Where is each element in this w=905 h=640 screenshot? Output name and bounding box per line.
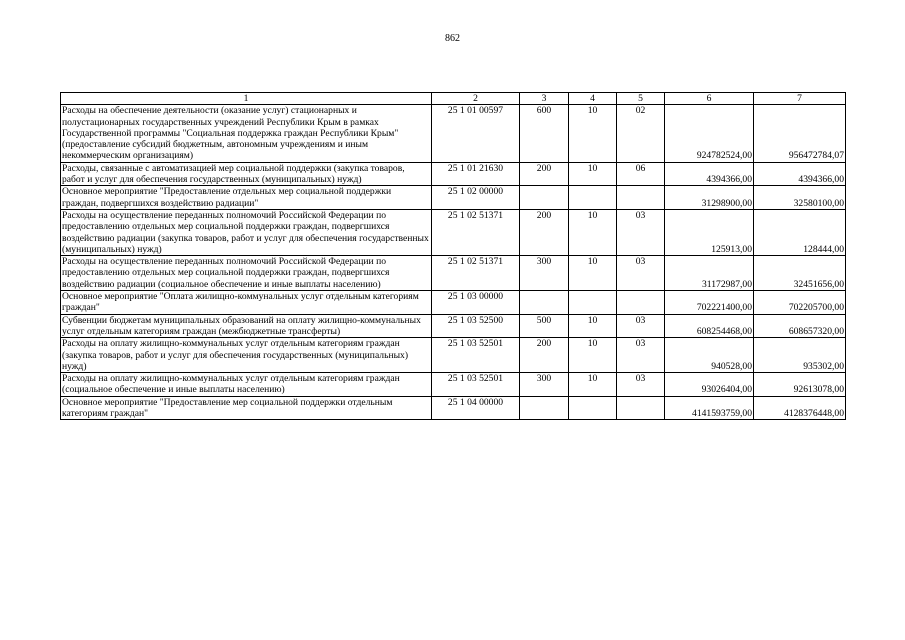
row-section: 10 — [569, 338, 617, 373]
row-description: Субвенции бюджетам муниципальных образований на оплату жилищно-коммунальных услуг отдельным категориям граждан (межбюджетные трансферты) — [61, 314, 432, 338]
table-row — [61, 291, 846, 315]
row-section — [569, 291, 617, 315]
row-code: 25 1 02 51371 — [432, 256, 520, 291]
row-amount-year2: 702205700,00 — [754, 291, 846, 315]
row-subsection: 03 — [617, 209, 665, 255]
row-amount-year1: 940528,00 — [665, 338, 754, 373]
row-code: 25 1 04 00000 — [432, 396, 520, 420]
row-expense-type: 200 — [520, 209, 569, 255]
row-expense-type: 600 — [520, 105, 569, 162]
table-row — [61, 162, 846, 186]
row-amount-year1: 31172987,00 — [665, 256, 754, 291]
row-expense-type: 200 — [520, 162, 569, 186]
header-cell: 7 — [754, 93, 846, 105]
row-description: Расходы на осуществление переданных полномочий Российской Федерации по предоставлению отдельных мер социальной поддержки граждан, подвергшихся воздействию радиации (закупка товаров, работ и услуг для обеспечения государственных (муниципальных) нужд) — [61, 209, 432, 255]
row-description: Расходы на оплату жилищно-коммунальных услуг отдельным категориям граждан (закупка товаров, работ и услуг для обеспечения государственных (муниципальных) нужд) — [61, 338, 432, 373]
row-expense-type: 500 — [520, 314, 569, 338]
table-row — [61, 373, 846, 397]
row-subsection: 06 — [617, 162, 665, 186]
row-code: 25 1 03 00000 — [432, 291, 520, 315]
table-row — [61, 338, 846, 373]
table-row — [61, 314, 846, 338]
row-description: Расходы на осуществление переданных полномочий Российской Федерации по предоставлению отдельных мер социальной поддержки граждан, подвергшихся воздействию радиации (социальное обеспечение и иные выплаты населению) — [61, 256, 432, 291]
header-cell: 1 — [61, 93, 432, 105]
row-amount-year1: 93026404,00 — [665, 373, 754, 397]
row-amount-year2: 32451656,00 — [754, 256, 846, 291]
table-row — [61, 396, 846, 420]
header-row — [61, 93, 846, 105]
row-code: 25 1 03 52500 — [432, 314, 520, 338]
row-description: Основное мероприятие "Предоставление отдельных мер социальной поддержки граждан, подвергшихся воздействию радиации" — [61, 186, 432, 210]
row-expense-type — [520, 291, 569, 315]
table-row — [61, 186, 846, 210]
row-section — [569, 186, 617, 210]
row-description: Основное мероприятие "Предоставление мер социальной поддержки отдельным категориям граждан" — [61, 396, 432, 420]
row-section: 10 — [569, 209, 617, 255]
row-code: 25 1 03 52501 — [432, 373, 520, 397]
row-amount-year2: 92613078,00 — [754, 373, 846, 397]
row-subsection — [617, 291, 665, 315]
row-amount-year1: 702221400,00 — [665, 291, 754, 315]
header-cell: 6 — [665, 93, 754, 105]
row-code: 25 1 01 21630 — [432, 162, 520, 186]
row-subsection — [617, 186, 665, 210]
row-subsection — [617, 396, 665, 420]
row-code: 25 1 03 52501 — [432, 338, 520, 373]
budget-table — [60, 92, 846, 420]
row-amount-year2: 128444,00 — [754, 209, 846, 255]
row-amount-year1: 924782524,00 — [665, 105, 754, 162]
table-row — [61, 209, 846, 255]
row-description: Расходы на оплату жилищно-коммунальных услуг отдельным категориям граждан (социальное обеспечение и иные выплаты населению) — [61, 373, 432, 397]
row-expense-type — [520, 186, 569, 210]
row-description: Расходы на обеспечение деятельности (оказание услуг) стационарных и полустационарных государственных учреждений Республики Крым в рамках Государственной программы "Социальная поддержка граждан Республики Крым" (предоставление субсидий бюджетным, автономным учреждениям и иным некоммерческим организациям) — [61, 105, 432, 162]
row-section: 10 — [569, 105, 617, 162]
row-section: 10 — [569, 256, 617, 291]
row-expense-type: 300 — [520, 373, 569, 397]
header-cell: 2 — [432, 93, 520, 105]
row-expense-type: 200 — [520, 338, 569, 373]
page-number: 862 — [445, 33, 460, 44]
row-subsection: 03 — [617, 314, 665, 338]
row-code: 25 1 02 51371 — [432, 209, 520, 255]
row-section — [569, 396, 617, 420]
row-amount-year2: 32580100,00 — [754, 186, 846, 210]
header-cell: 4 — [569, 93, 617, 105]
row-subsection: 03 — [617, 256, 665, 291]
row-section: 10 — [569, 373, 617, 397]
row-amount-year2: 4394366,00 — [754, 162, 846, 186]
row-subsection: 03 — [617, 338, 665, 373]
row-section: 10 — [569, 162, 617, 186]
row-expense-type — [520, 396, 569, 420]
row-amount-year1: 4394366,00 — [665, 162, 754, 186]
header-cell: 3 — [520, 93, 569, 105]
row-subsection: 03 — [617, 373, 665, 397]
row-description: Расходы, связанные с автоматизацией мер социальной поддержки (закупка товаров, работ и услуг для обеспечения государственных (муниципальных) нужд) — [61, 162, 432, 186]
table-row — [61, 256, 846, 291]
row-code: 25 1 02 00000 — [432, 186, 520, 210]
row-amount-year2: 608657320,00 — [754, 314, 846, 338]
row-amount-year2: 935302,00 — [754, 338, 846, 373]
table-row — [61, 105, 846, 162]
row-section: 10 — [569, 314, 617, 338]
row-amount-year1: 4141593759,00 — [665, 396, 754, 420]
row-amount-year2: 4128376448,00 — [754, 396, 846, 420]
row-amount-year1: 125913,00 — [665, 209, 754, 255]
table-body — [61, 93, 846, 420]
row-subsection: 02 — [617, 105, 665, 162]
row-description: Основное мероприятие "Оплата жилищно-коммунальных услуг отдельным категориям граждан" — [61, 291, 432, 315]
header-cell: 5 — [617, 93, 665, 105]
row-amount-year1: 31298900,00 — [665, 186, 754, 210]
row-expense-type: 300 — [520, 256, 569, 291]
row-code: 25 1 01 00597 — [432, 105, 520, 162]
row-amount-year1: 608254468,00 — [665, 314, 754, 338]
row-amount-year2: 956472784,07 — [754, 105, 846, 162]
